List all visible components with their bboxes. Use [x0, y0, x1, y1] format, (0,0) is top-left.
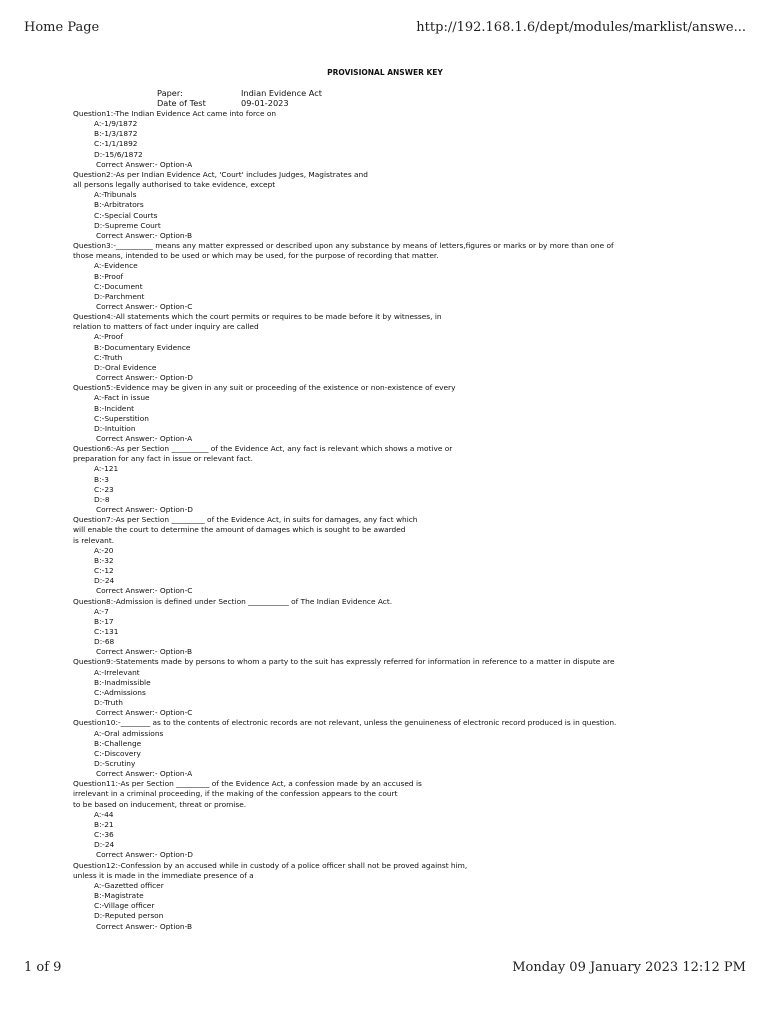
answer-option: C:-Discovery	[94, 748, 141, 758]
question-block	[73, 170, 713, 241]
answer-option: A:-Fact in issue	[94, 393, 150, 403]
question-text: Question12:-Confession by an accused while in custody of a police officer shall not be proved against him, unless it is made in the immediate presence of a	[73, 860, 468, 880]
answer-option: A:-Evidence	[94, 261, 138, 271]
question-block	[73, 861, 713, 932]
answer-option: A:-Tribunals	[94, 190, 137, 200]
answer-option: D:-Scrutiny	[94, 759, 136, 768]
page-counter: 1 of 9	[24, 960, 62, 975]
paper-row	[157, 88, 322, 98]
answer-option: D:-Supreme Court	[94, 220, 161, 230]
date-label: Date of Test	[157, 98, 206, 109]
question-text: Question10:-________ as to the contents of electronic records are not relevant, unless the genuineness of electronic record produced is in question.	[73, 718, 617, 728]
question-block	[73, 312, 713, 383]
question-block	[73, 657, 713, 718]
question-block	[73, 779, 713, 860]
answer-option: D:-Intuition	[94, 423, 136, 433]
answer-option: D:-24	[94, 576, 115, 586]
answer-option: B:-17	[94, 616, 114, 626]
question-text: Question2:-As per Indian Evidence Act, 'Court' includes Judges, Magistrates and all persons legally authorised to take evidence, except	[73, 169, 368, 190]
answer-option: A:-20	[94, 545, 114, 555]
answer-option: C:-Village officer	[94, 901, 155, 911]
answer-option: D:-Truth	[94, 698, 123, 708]
answer-option: A:-1/9/1872	[94, 119, 138, 129]
question-block	[73, 241, 713, 312]
answer-option: B:-Proof	[94, 271, 124, 281]
correct-answer: Correct Answer:- Option-A	[96, 159, 193, 169]
answer-option: B:-3	[94, 474, 109, 484]
answer-option: B:-Documentary Evidence	[94, 342, 191, 352]
correct-answer: Correct Answer:- Option-D	[96, 373, 193, 383]
answer-option: A:-7	[94, 606, 109, 616]
answer-option: B:-1/3/1872	[94, 129, 138, 139]
question-text: Question1:-The Indian Evidence Act came into force on	[73, 109, 277, 118]
correct-answer: Correct Answer:- Option-B	[96, 647, 193, 657]
answer-option: A:-Gazetted officer	[94, 880, 164, 890]
correct-answer: Correct Answer:- Option-B	[96, 230, 193, 240]
answer-option: D:-Parchment	[94, 291, 145, 301]
question-block	[73, 597, 713, 658]
answer-option: C:-1/1/1892	[94, 139, 138, 149]
paper-meta	[157, 88, 322, 108]
answer-option: B:-Incident	[94, 403, 135, 413]
answer-option: C:-Truth	[94, 352, 123, 362]
answer-option: C:-12	[94, 566, 114, 576]
browser-header-url: http://192.168.1.6/dept/modules/marklist/answe...	[416, 20, 746, 35]
question-text: Question3:-__________ means any matter expressed or described upon any substance by means of letters,figures or marks or by more than one of those means, intended to be used or which may be used, for the purpose of recording that matter.	[73, 241, 614, 261]
answer-option: D:-68	[94, 637, 115, 647]
answer-option: C:-Admissions	[94, 687, 146, 697]
answer-option: D:-Oral Evidence	[94, 362, 157, 372]
answer-option: A:-Irrelevant	[94, 667, 140, 677]
question-block	[73, 383, 713, 444]
answer-option: C:-Document	[94, 281, 143, 291]
question-text: Question5:-Evidence may be given in any suit or proceeding of the existence or non-existence of every	[73, 383, 456, 393]
answer-option: B:-Magistrate	[94, 891, 144, 901]
answer-option: A:-Oral admissions	[94, 728, 164, 738]
answer-option: A:-44	[94, 809, 114, 819]
question-text: Question4:-All statements which the court permits or requires to be made before it by witnesses, in relation to matters of fact under inquiry are called	[73, 312, 442, 332]
answer-option: A:-Proof	[94, 332, 123, 342]
question-text: Question9:-Statements made by persons to whom a party to the suit has expressly referred for information in reference to a matter in dispute are	[73, 657, 615, 667]
answer-option: B:-Arbitrators	[94, 200, 144, 210]
answer-option: A:-121	[94, 464, 119, 474]
answer-option: B:-32	[94, 555, 114, 565]
page-title: PROVISIONAL ANSWER KEY	[327, 68, 443, 77]
answer-option: B:-21	[94, 819, 114, 829]
print-timestamp: Monday 09 January 2023 12:12 PM	[512, 960, 746, 975]
date-row	[157, 98, 322, 108]
question-text: Question8:-Admission is defined under Section ___________ of The Indian Evidence Act.	[73, 596, 393, 606]
browser-header-left: Home Page	[24, 20, 100, 35]
question-list	[73, 109, 713, 932]
question-block	[73, 109, 713, 170]
question-block	[73, 515, 713, 596]
date-value: 09-01-2023	[241, 98, 289, 109]
correct-answer: Correct Answer:- Option-C	[96, 708, 193, 718]
correct-answer: Correct Answer:- Option-D	[96, 505, 193, 515]
question-block	[73, 718, 713, 779]
question-text: Question7:-As per Section _________ of the Evidence Act, in suits for damages, any fact which will enable the court to determine the amount of damages which is sought to be awarded is relevant.	[73, 515, 418, 545]
correct-answer: Correct Answer:- Option-C	[96, 301, 193, 311]
question-text: Question11:-As per Section _________ of the Evidence Act, a confession made by an accused is irrelevant in a criminal proceeding, if the making of the confession appears to the court to be based on inducement, threat or promise.	[73, 779, 422, 809]
correct-answer: Correct Answer:- Option-D	[96, 850, 193, 860]
correct-answer: Correct Answer:- Option-A	[96, 434, 193, 443]
answer-option: D:-24	[94, 840, 115, 850]
answer-option: D:-8	[94, 494, 110, 504]
correct-answer: Correct Answer:- Option-A	[96, 769, 193, 779]
answer-option: C:-Superstition	[94, 413, 149, 423]
paper-value: Indian Evidence Act	[241, 88, 322, 98]
question-block	[73, 444, 713, 515]
question-text: Question6:-As per Section __________ of the Evidence Act, any fact is relevant which shows a motive or preparation for any fact in issue or relevant fact.	[73, 444, 453, 464]
answer-option: B:-Challenge	[94, 738, 142, 748]
answer-option: C:-23	[94, 484, 114, 494]
paper-label: Paper:	[157, 88, 183, 98]
correct-answer: Correct Answer:- Option-B	[96, 921, 193, 931]
correct-answer: Correct Answer:- Option-C	[96, 586, 193, 596]
answer-option: D:-15/6/1872	[94, 149, 143, 159]
answer-option: C:-131	[94, 626, 119, 636]
answer-option: C:-Special Courts	[94, 210, 158, 220]
answer-option: D:-Reputed person	[94, 911, 164, 921]
answer-option: B:-Inadmissible	[94, 677, 151, 687]
answer-option: C:-36	[94, 830, 114, 840]
